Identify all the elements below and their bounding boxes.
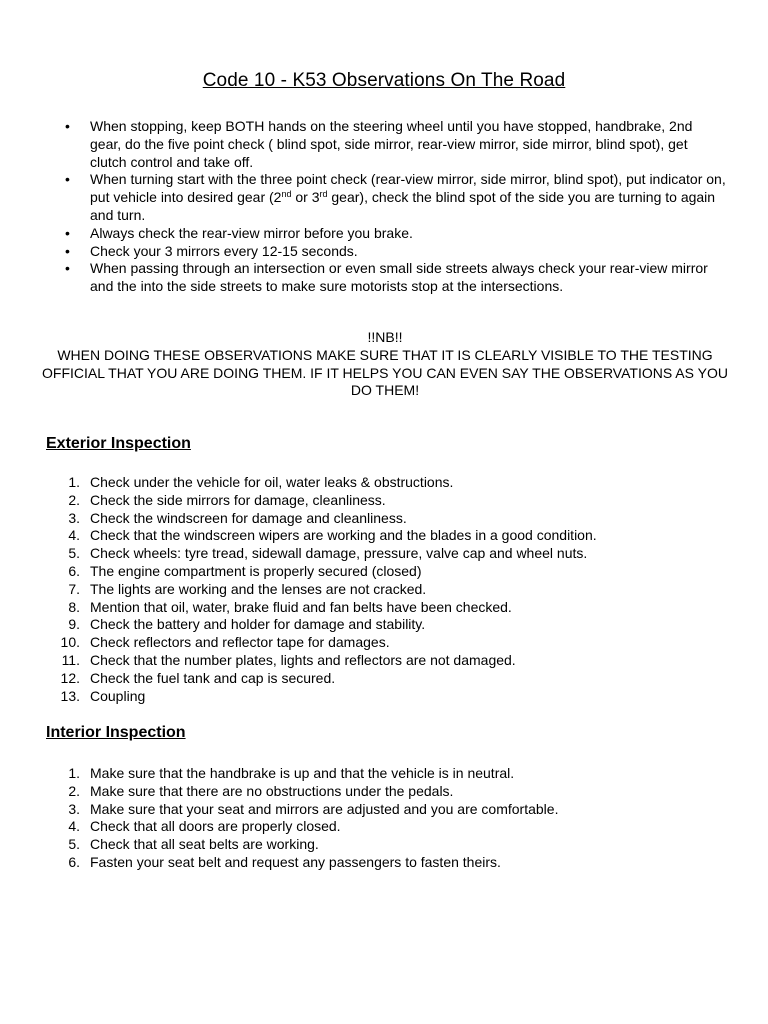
list-number: 11. bbox=[61, 651, 80, 668]
exterior-inspection-item bbox=[46, 688, 726, 706]
list-number: 3. bbox=[68, 509, 80, 526]
exterior-inspection-item bbox=[46, 545, 726, 563]
exterior-inspection-item bbox=[46, 616, 726, 634]
list-item-text: Check that all doors are properly closed. bbox=[90, 818, 341, 835]
bullet-icon: • bbox=[65, 118, 70, 134]
list-number: 9. bbox=[68, 616, 80, 633]
bullet-text-part: or 3 bbox=[291, 189, 320, 206]
list-item-text: Check the fuel tank and cap is secured. bbox=[90, 669, 336, 686]
bullet-icon: • bbox=[65, 260, 70, 277]
nb-label: !!NB!! bbox=[367, 329, 403, 345]
bullet-text-part: gear), check the blind spot of the side you are turning to again and turn. bbox=[90, 189, 716, 223]
nb-text: WHEN DOING THESE OBSERVATIONS MAKE SURE THAT IT IS CLEARLY VISIBLE TO THE TESTING OFFICIAL THAT YOU ARE DOING THEM. IF IT HELPS YOU CAN EVEN SAY THE OBSERVATIONS AS YOU DO THEM! bbox=[42, 346, 728, 399]
bullet-text: When stopping, keep BOTH hands on the steering wheel until you have stopped, handbrake, 2nd gear, do the five point check ( blind spot, side mirror, rear-view mirror, side mirror, blind spot), get clutch control and take off. bbox=[90, 118, 693, 170]
bullet-item-mirrors bbox=[46, 243, 726, 261]
exterior-inspection-item bbox=[46, 581, 726, 599]
bullet-item-braking bbox=[46, 225, 726, 243]
page-title: Code 10 - K53 Observations On The Road bbox=[202, 70, 566, 91]
interior-inspection-list bbox=[46, 765, 726, 872]
exterior-inspection-heading: Exterior Inspection bbox=[46, 435, 191, 452]
superscript-nd: nd bbox=[281, 189, 292, 200]
interior-inspection-heading: Interior Inspection bbox=[46, 724, 186, 741]
exterior-inspection-item bbox=[46, 652, 726, 670]
list-item-text: Make sure that there are no obstructions under the pedals. bbox=[90, 782, 454, 799]
list-number: 6. bbox=[68, 562, 80, 579]
bullet-text: When passing through an intersection or even small side streets always check your rear-view mirror and the into the side streets to make sure motorists stop at the intersections. bbox=[90, 260, 708, 295]
interior-inspection-item bbox=[46, 836, 726, 854]
list-item-text: Check the windscreen for damage and cleanliness. bbox=[90, 509, 407, 526]
bullet-item-stopping bbox=[46, 118, 726, 171]
exterior-inspection-item bbox=[46, 634, 726, 652]
list-number: 5. bbox=[68, 836, 80, 853]
list-number: 1. bbox=[68, 474, 80, 490]
bullet-icon: • bbox=[65, 171, 70, 188]
interior-inspection-item bbox=[46, 818, 726, 836]
interior-inspection-item bbox=[46, 801, 726, 819]
list-number: 3. bbox=[68, 800, 80, 817]
list-item-text: Check that the number plates, lights and reflectors are not damaged. bbox=[90, 651, 516, 668]
bullet-item-turning bbox=[46, 171, 726, 224]
exterior-inspection-item bbox=[46, 670, 726, 688]
exterior-inspection-item bbox=[46, 599, 726, 617]
exterior-inspection-item bbox=[46, 510, 726, 528]
interior-inspection-item bbox=[46, 765, 726, 783]
exterior-inspection-list bbox=[46, 474, 726, 705]
list-item-text: Check under the vehicle for oil, water leaks & obstructions. bbox=[90, 474, 454, 490]
list-item-text: Coupling bbox=[90, 687, 146, 704]
list-number: 2. bbox=[68, 782, 80, 799]
list-number: 6. bbox=[68, 853, 80, 870]
list-item-text: The lights are working and the lenses are not cracked. bbox=[90, 580, 427, 597]
list-item-text: The engine compartment is properly secured (closed) bbox=[90, 562, 422, 579]
list-number: 12. bbox=[60, 669, 80, 686]
bullet-item-intersection bbox=[46, 260, 726, 296]
list-item-text: Check wheels: tyre tread, sidewall damage, pressure, valve cap and wheel nuts. bbox=[90, 545, 588, 562]
list-number: 1. bbox=[68, 765, 80, 781]
superscript-rd: rd bbox=[319, 189, 328, 200]
list-item-text: Mention that oil, water, brake fluid and fan belts have been checked. bbox=[90, 598, 512, 615]
bullet-icon: • bbox=[65, 242, 70, 259]
exterior-inspection-item bbox=[46, 527, 726, 545]
list-item-text: Make sure that your seat and mirrors are adjusted and you are comfortable. bbox=[90, 800, 559, 817]
interior-inspection-item bbox=[46, 783, 726, 801]
bullet-text: Always check the rear-view mirror before you brake. bbox=[90, 224, 413, 241]
interior-inspection-item bbox=[46, 854, 726, 872]
list-number: 4. bbox=[68, 818, 80, 835]
bullet-icon: • bbox=[65, 224, 70, 241]
list-item-text: Make sure that the handbrake is up and that the vehicle is in neutral. bbox=[90, 765, 515, 781]
list-item-text: Check that all seat belts are working. bbox=[90, 836, 319, 853]
list-number: 13. bbox=[60, 687, 80, 704]
list-item-text: Check that the windscreen wipers are working and the blades in a good condition. bbox=[90, 527, 597, 544]
exterior-inspection-item bbox=[46, 492, 726, 510]
list-item-text: Fasten your seat belt and request any passengers to fasten theirs. bbox=[90, 853, 501, 870]
bullet-text: Check your 3 mirrors every 12-15 seconds. bbox=[90, 242, 358, 259]
list-number: 10. bbox=[60, 634, 80, 651]
list-item-text: Check the side mirrors for damage, cleanliness. bbox=[90, 491, 386, 508]
list-number: 5. bbox=[68, 545, 80, 562]
bullet-text-part: When turning start with the three point check (rear-view mirror, side mirror, blind spot), put indicator on, put vehicle into desired gear (2 bbox=[90, 171, 726, 206]
list-number: 8. bbox=[68, 598, 80, 615]
list-number: 2. bbox=[68, 491, 80, 508]
list-number: 4. bbox=[68, 527, 80, 544]
list-item-text: Check reflectors and reflector tape for damages. bbox=[90, 634, 390, 651]
list-item-text: Check the battery and holder for damage and stability. bbox=[90, 616, 426, 633]
observation-bullet-list bbox=[46, 118, 726, 296]
exterior-inspection-item bbox=[46, 474, 726, 492]
nb-notice bbox=[40, 329, 730, 400]
exterior-inspection-item bbox=[46, 563, 726, 581]
list-number: 7. bbox=[68, 580, 80, 597]
